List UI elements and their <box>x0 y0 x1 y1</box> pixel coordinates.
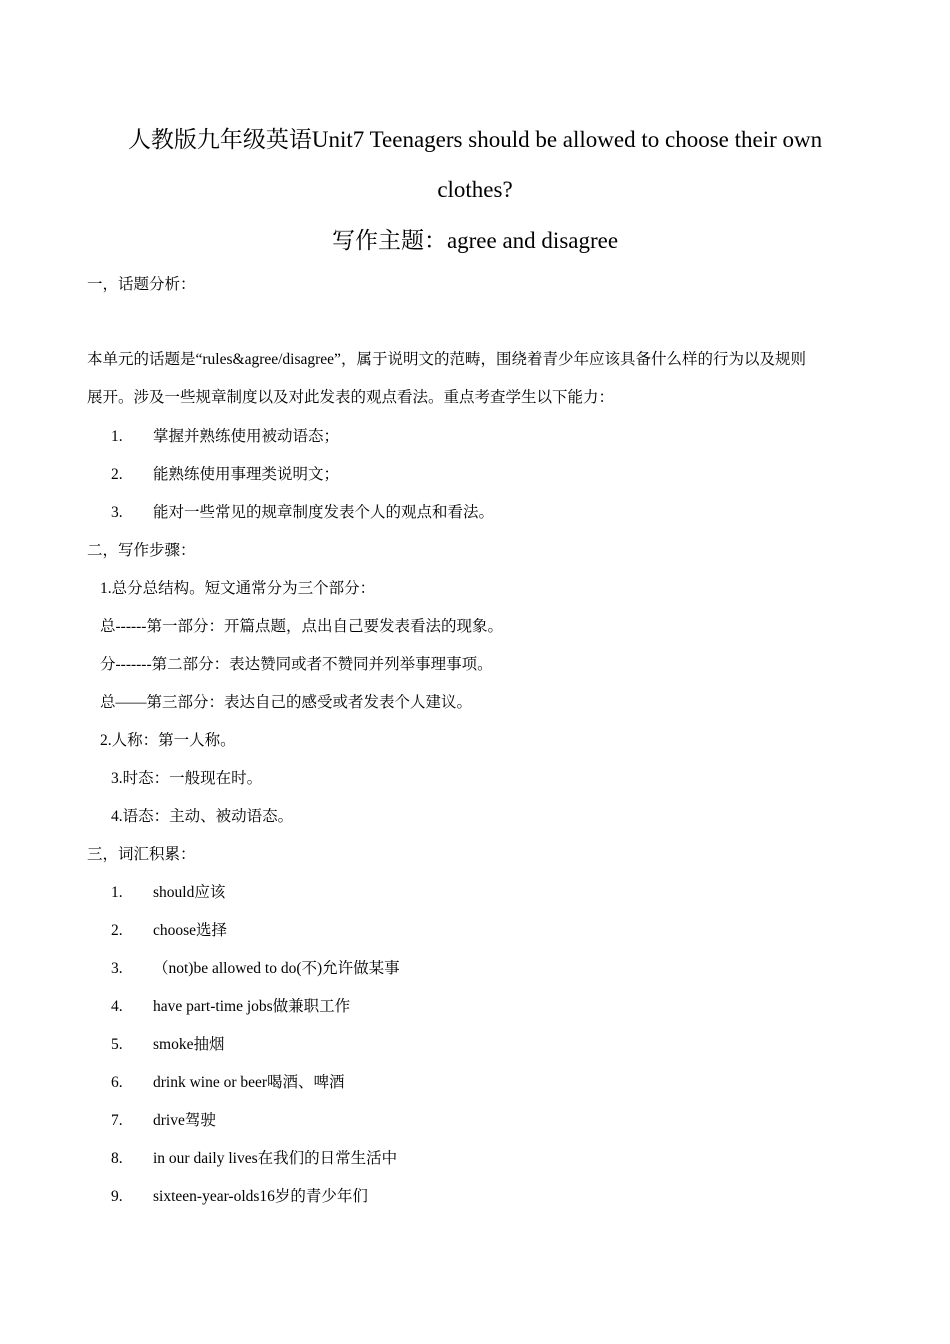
vocab-item-number: 7. <box>111 1112 123 1129</box>
vocab-item-text: drive驾驶 <box>153 1112 216 1129</box>
document-title-line-1: 人教版九年级英语Unit7 Teenagers should be allowed to choose their own <box>127 127 823 152</box>
paragraph-line: 本单元的话题是“rules&agree/disagree”，属于说明文的范畴，围绕着青少年应该具备什么样的行为以及规则 <box>87 351 806 368</box>
vocab-item-number: 6. <box>111 1074 123 1091</box>
vocab-item-number: 9. <box>111 1188 123 1205</box>
vocab-item-text: sixteen-year-olds16岁的青少年们 <box>153 1188 368 1205</box>
vocab-item-text: （not)be allowed to do(不)允许做某事 <box>153 960 400 977</box>
list-item-number: 2. <box>111 466 123 483</box>
vocab-item-number: 2. <box>111 922 123 939</box>
vocab-item-number: 5. <box>111 1036 123 1053</box>
vocab-item-text: in our daily lives在我们的日常生活中 <box>153 1150 398 1167</box>
section-heading-vocabulary: 三，词汇积累： <box>87 846 196 863</box>
list-item-text: 掌握并熟练使用被动语态； <box>153 428 340 445</box>
vocab-item-number: 1. <box>111 884 123 901</box>
vocab-item-number: 8. <box>111 1150 123 1167</box>
section-heading-writing-steps: 二，写作步骤： <box>87 542 196 559</box>
list-item-number: 1. <box>111 428 123 445</box>
step-line: 总——第三部分：表达自己的感受或者发表个人建议。 <box>100 694 473 711</box>
step-line: 4.语态：主动、被动语态。 <box>111 808 294 825</box>
step-line: 分-------第二部分：表达赞同或者不赞同并列举事理事项。 <box>100 656 493 673</box>
writing-topic-title: 写作主题：agree and disagree <box>331 228 619 253</box>
vocab-item-number: 4. <box>111 998 123 1015</box>
step-line: 3.时态：一般现在时。 <box>111 770 263 787</box>
vocab-item-text: have part-time jobs做兼职工作 <box>153 998 351 1015</box>
vocab-item-text: drink wine or beer喝酒、啤酒 <box>153 1074 345 1091</box>
paragraph-line: 展开。涉及一些规章制度以及对此发表的观点看法。重点考查学生以下能力： <box>87 389 615 406</box>
step-line: 1.总分总结构。短文通常分为三个部分： <box>100 580 376 597</box>
list-item-text: 能对一些常见的规章制度发表个人的观点和看法。 <box>153 504 495 521</box>
step-line: 总------第一部分：开篇点题，点出自己要发表看法的现象。 <box>100 618 503 635</box>
vocab-item-text: should应该 <box>153 884 226 901</box>
step-line: 2.人称：第一人称。 <box>100 732 236 749</box>
vocab-item-number: 3. <box>111 960 123 977</box>
list-item-text: 能熟练使用事理类说明文； <box>153 466 340 483</box>
list-item-number: 3. <box>111 504 123 521</box>
section-heading-topic-analysis: 一，话题分析： <box>87 276 196 293</box>
document-title-line-2: clothes? <box>437 177 513 202</box>
vocab-item-text: smoke抽烟 <box>153 1036 225 1053</box>
vocab-item-text: choose选择 <box>153 922 228 939</box>
